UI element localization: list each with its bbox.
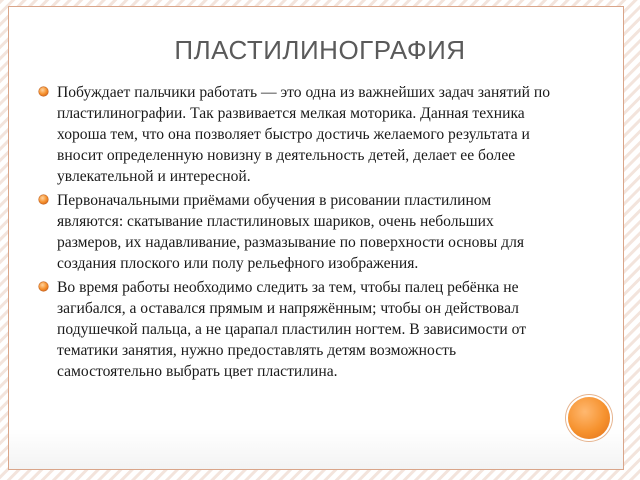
orange-bullet-icon	[38, 86, 49, 97]
bullet-item	[38, 277, 558, 382]
bullet-item	[38, 82, 558, 187]
bullet-text: Во время работы необходимо следить за тем, чтобы палец ребёнка не загибался, а оставался прямым и напряжённым; чтобы он действовал подушечкой пальца, а не царапал пластилин ногтем. В зависимости от тематики занятия, нужно предоставлять детям возможность самостоятельно выбрать цвет пластилина.	[57, 279, 527, 380]
orange-circle-icon	[568, 397, 610, 439]
bullet-item	[38, 190, 558, 274]
slide-title: ПЛАСТИЛИНОГРАФИЯ	[174, 35, 466, 65]
bullet-text: Побуждает пальчики работать — это одна из важнейших задач занятий по пластилинографии. Так развивается мелкая моторика. Данная техника хороша тем, что она позволяет быстро достичь желаемого результата и вносит определенную новизну в деятельность детей, делает ее более увлекательной и интересной.	[57, 84, 551, 185]
orange-bullet-icon	[38, 194, 49, 205]
bullet-list	[38, 82, 558, 385]
frame-shade	[9, 429, 623, 469]
orange-bullet-icon	[38, 281, 49, 292]
bullet-text: Первоначальными приёмами обучения в рисовании пластилином являются: скатывание пластилиновых шариков, очень небольших размеров, их надавливание, размазывание по поверхности основы для создания плоского или полу рельефного изображения.	[57, 192, 525, 272]
